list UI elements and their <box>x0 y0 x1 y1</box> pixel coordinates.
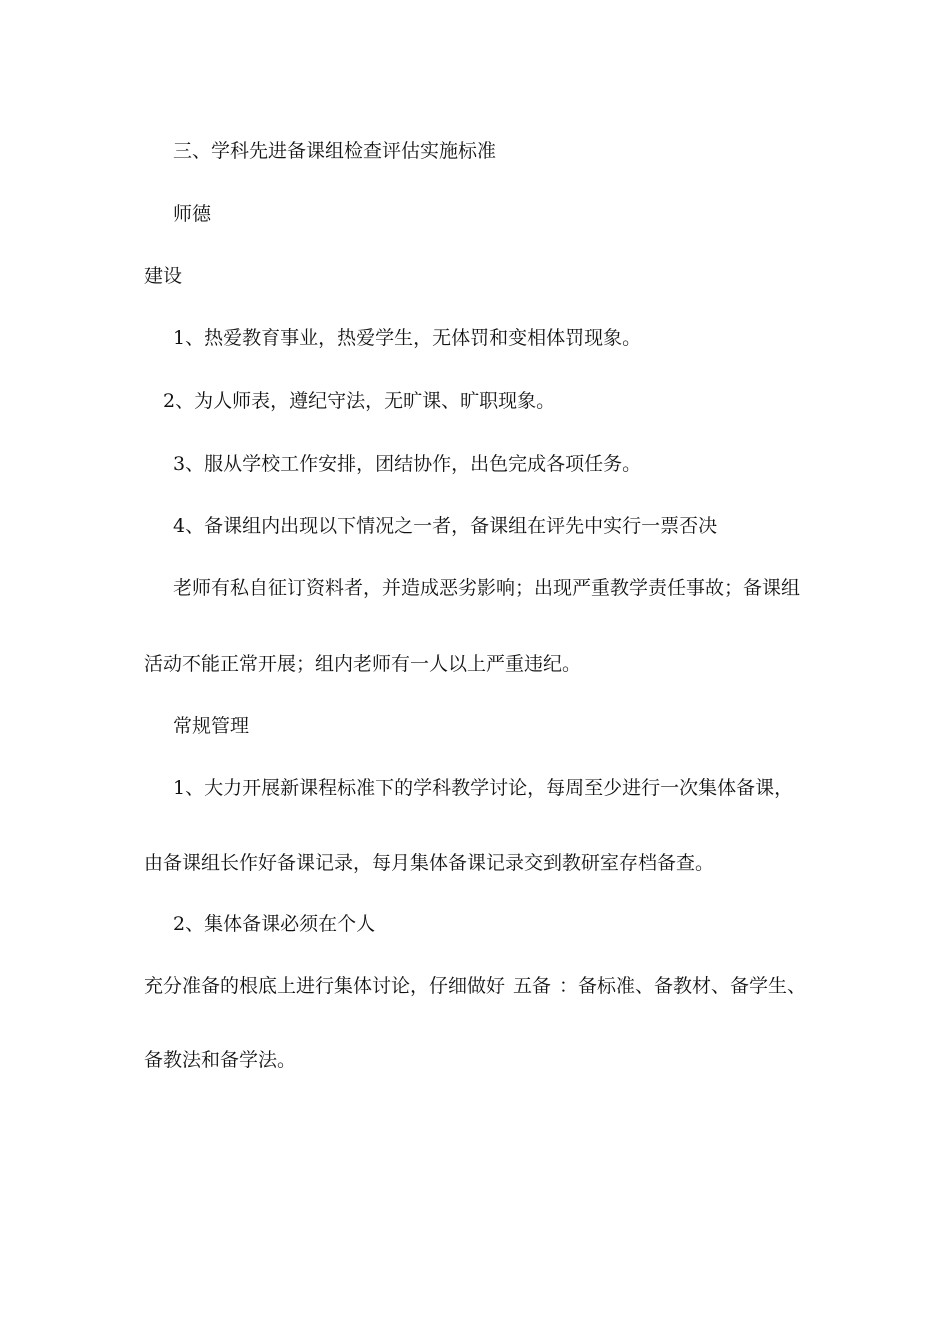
list-item-number: 2 <box>163 390 176 412</box>
list-item-number: 2 <box>173 913 186 935</box>
list-item-text: 、备课组内出现以下情况之一者，备课组在评先中实行一票否决 <box>185 515 718 537</box>
list-item <box>173 452 641 476</box>
paragraph-continuation <box>144 974 806 998</box>
list-item-number: 1 <box>173 777 186 799</box>
list-item <box>173 912 375 936</box>
list-item-number: 1 <box>173 327 186 349</box>
list-item <box>173 776 793 800</box>
list-item <box>163 389 555 413</box>
list-item <box>173 326 641 350</box>
paragraph-continuation: 备教法和备学法。 <box>144 1049 297 1071</box>
veto-conditions-line2: 活动不能正常开展；组内老师有一人以上严重违纪。 <box>144 653 582 675</box>
list-item-text: 、服从学校工作安排，团结协作，出色完成各项任务。 <box>185 453 642 475</box>
list-item-text: 、集体备课必须在个人 <box>185 913 376 935</box>
document-title: 三、学科先进备课组检查评估实施标准 <box>173 140 497 162</box>
text-run: ：备标准、备教材、备学生、 <box>559 975 807 997</box>
list-item-text: 、大力开展新课程标准下的学科教学讨论，每周至少进行一次集体备课， <box>185 777 794 799</box>
list-item-number: 3 <box>173 453 186 475</box>
list-item-number: 4 <box>173 515 186 537</box>
section-heading-routine-management: 常规管理 <box>173 715 250 737</box>
section-heading-ethics-part2: 建设 <box>144 265 183 287</box>
section-heading-ethics-part1: 师德 <box>173 203 212 225</box>
list-item-text: 、为人师表，遵纪守法，无旷课、旷职现象。 <box>175 390 556 412</box>
paragraph-continuation: 由备课组长作好备课记录，每月集体备课记录交到教研室存档备查。 <box>144 852 715 874</box>
list-item <box>173 514 717 538</box>
veto-conditions-line1: 老师有私自征订资料者，并造成恶劣影响；出现严重教学责任事故；备课组 <box>173 577 801 599</box>
list-item-text: 、热爱教育事业，热爱学生，无体罚和变相体罚现象。 <box>185 327 642 349</box>
five-preparations-label: 五备 <box>513 975 552 997</box>
text-run: 充分准备的根底上进行集体讨论，仔细做好 <box>144 975 506 997</box>
